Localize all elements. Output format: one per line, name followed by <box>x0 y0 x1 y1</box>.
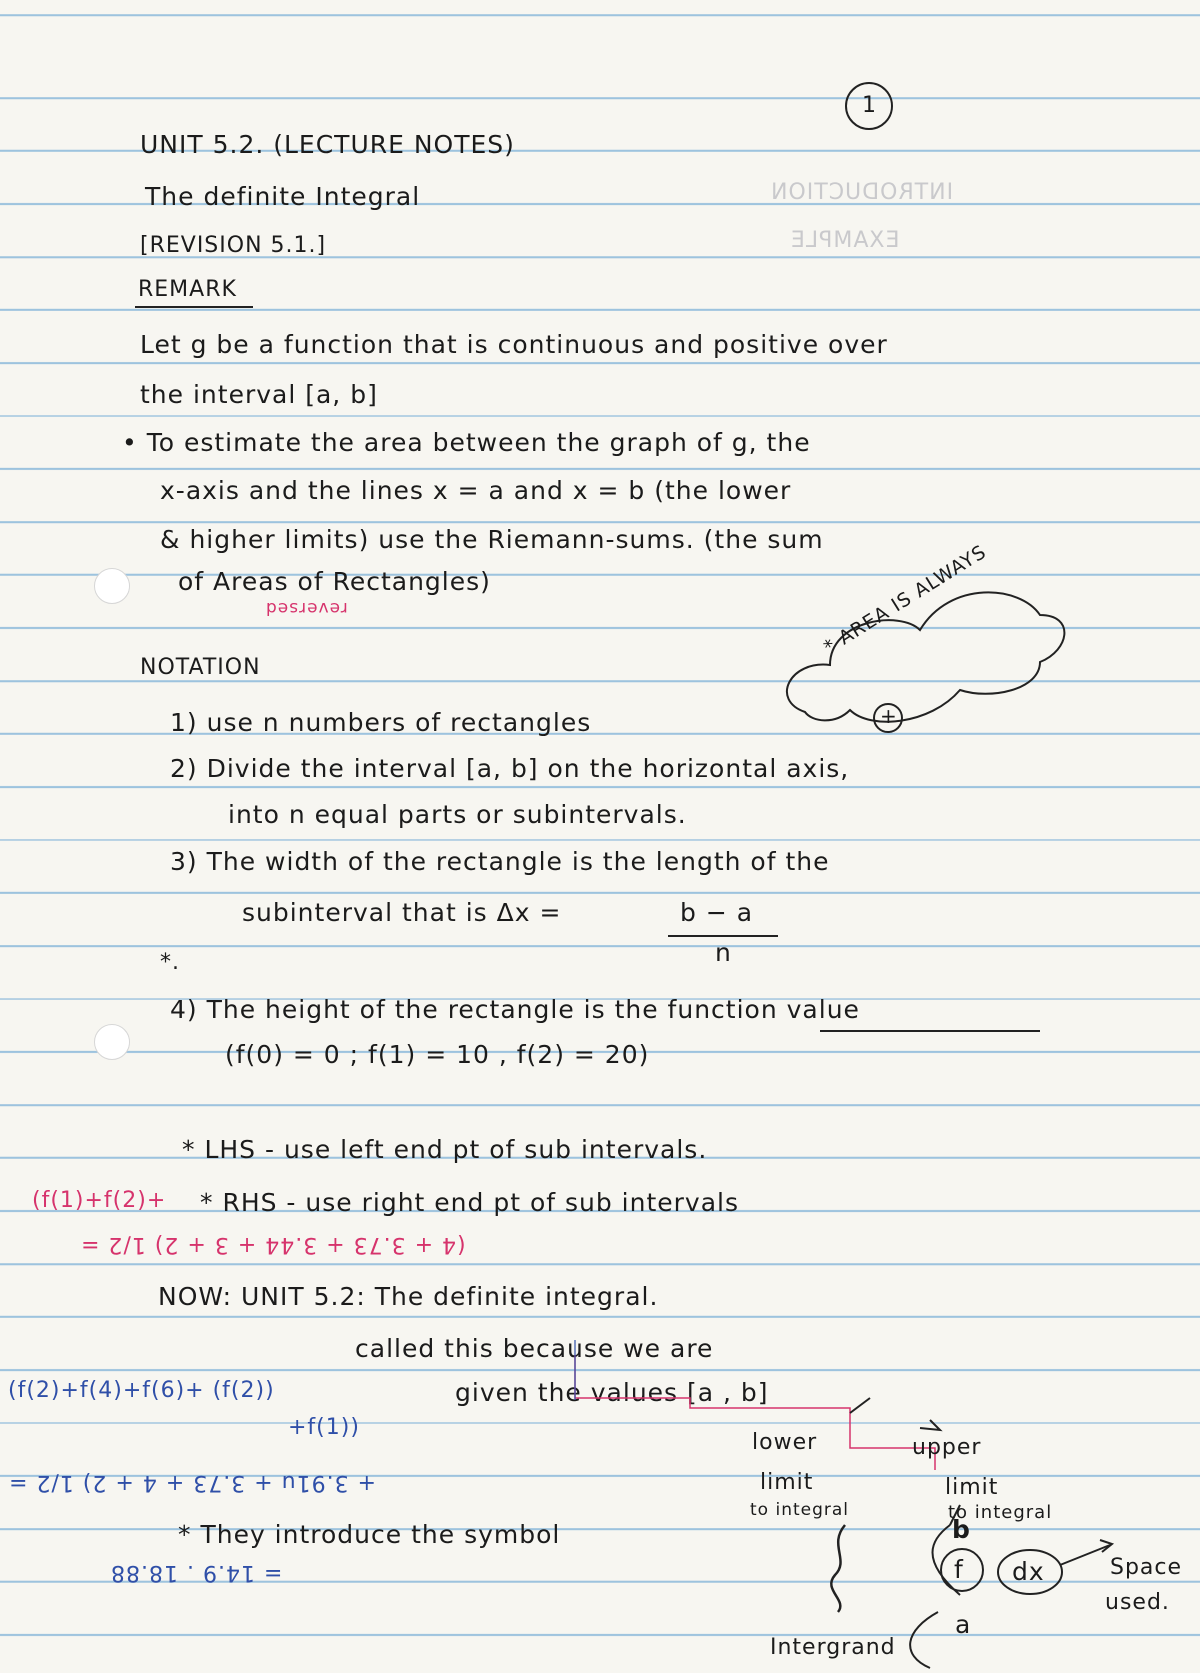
symbol-line: * They introduce the symbol <box>178 1520 561 1549</box>
unit-heading: UNIT 5.2. (LECTURE NOTES) <box>140 130 515 159</box>
blue-annotation: = 14.9 . 18.88 <box>110 1560 283 1585</box>
revision-note: [REVISION 5.1.] <box>140 233 327 258</box>
notation-item: (f(0) = 0 ; f(1) = 10 , f(2) = 20) <box>225 1040 650 1069</box>
notation-item: subinterval that is Δx = <box>242 898 562 927</box>
upper-to-label: to integral <box>948 1502 1053 1523</box>
lower-label: lower <box>752 1430 818 1455</box>
notation-item: 2) Divide the interval [a, b] on the horizontal axis, <box>170 754 850 783</box>
remark-line: the interval [a, b] <box>140 380 378 409</box>
fraction-denominator: n <box>715 938 732 967</box>
remark-line: Let g be a function that is continuous and positive over <box>140 330 888 359</box>
notation-item: 3) The width of the rectangle is the length of the <box>170 847 830 876</box>
integrand-label: Intergrand <box>770 1635 896 1660</box>
space-used-label: Space <box>1110 1555 1183 1580</box>
blue-annotation: +f(1)) <box>288 1415 360 1440</box>
upper-label: upper <box>912 1435 982 1460</box>
show-through-text: EXAMPLE <box>790 228 900 253</box>
notation-item: 1) use n numbers of rectangles <box>170 708 592 737</box>
remark-line: of Areas of Rectangles) <box>178 567 491 596</box>
page-title: The definite Integral <box>145 182 421 211</box>
pink-annotation: (4 + 3.73 + 3.44 + 3 + 2) 1/2 = <box>80 1232 466 1257</box>
remark-heading: REMARK <box>138 277 237 302</box>
blue-annotation: (f(2)+f(4)+f(6)+ (f(2)) <box>8 1378 275 1403</box>
now-line: called this because we are <box>355 1334 714 1363</box>
lower-limit-label: limit <box>760 1470 814 1495</box>
lower-to-label: to integral <box>750 1500 850 1520</box>
rhs-rule: * RHS - use right end pt of sub intervals <box>200 1188 740 1217</box>
space-used-label: used. <box>1105 1590 1170 1615</box>
show-through-text: INTRODUCTION <box>770 180 954 205</box>
upper-limit-label: limit <box>945 1475 999 1500</box>
integral-f: f <box>954 1555 964 1584</box>
remark-line: • To estimate the area between the graph of g, the <box>122 428 811 457</box>
fraction-numerator: b − a <box>680 898 754 927</box>
pink-annotation: reversed <box>265 598 348 618</box>
lhs-rule: * LHS - use left end pt of sub intervals. <box>182 1135 708 1164</box>
cloud-note: * AREA IS ALWAYS <box>820 540 991 659</box>
integral-upper-b: b <box>952 1515 971 1544</box>
notation-heading: NOTATION <box>140 655 261 680</box>
pink-annotation: (f(1)+f(2)+ <box>32 1188 167 1213</box>
integral-lower-a: a <box>955 1610 972 1639</box>
remark-line: & higher limits) use the Riemann-sums. (the sum <box>160 525 824 554</box>
blue-annotation: + 3.91u + 3.73 + 4 + 2) 1/2 = <box>8 1470 377 1495</box>
notation-item: 4) The height of the rectangle is the function value <box>170 995 860 1024</box>
notation-item: into n equal parts or subintervals. <box>228 800 687 829</box>
cloud-plus: + <box>880 704 898 728</box>
star-mark: *. <box>160 950 180 975</box>
now-line: given the values [a , b] <box>455 1378 769 1407</box>
now-line: NOW: UNIT 5.2: The definite integral. <box>158 1282 659 1311</box>
page-number: 1 <box>845 82 893 130</box>
integral-dx: dx <box>1012 1557 1045 1586</box>
remark-line: x-axis and the lines x = a and x = b (the lower <box>160 476 792 505</box>
